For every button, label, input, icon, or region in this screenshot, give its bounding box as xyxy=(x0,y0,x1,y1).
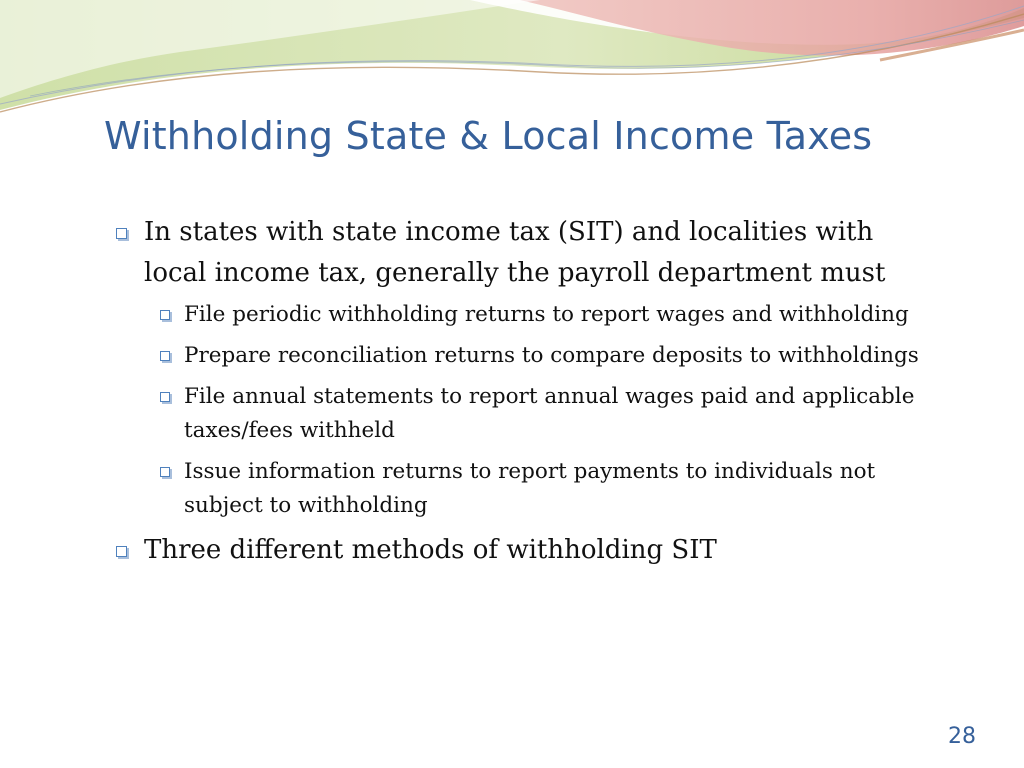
sub-list-item xyxy=(112,339,932,373)
sub-list-item xyxy=(112,380,932,448)
checkbox-bullet-icon xyxy=(116,546,127,557)
sub-list-item xyxy=(112,455,932,523)
bullet-text: Three different methods of withholding SIT xyxy=(144,535,717,565)
sub-bullet-text: Prepare reconciliation returns to compare deposits to withholdings xyxy=(184,343,919,368)
checkbox-bullet-icon xyxy=(160,310,170,320)
slide-title: Withholding State & Local Income Taxes xyxy=(104,114,873,158)
sub-bullet-text: Issue information returns to report payments to individuals not subject to withholding xyxy=(184,459,876,518)
bullet-text: In states with state income tax (SIT) and localities with local income tax, generally the payroll department must xyxy=(144,217,886,288)
checkbox-bullet-icon xyxy=(160,351,170,361)
sub-bullet-text: File periodic withholding returns to report wages and withholding xyxy=(184,302,909,327)
page-number: 28 xyxy=(948,724,976,749)
sub-bullet-text: File annual statements to report annual wages paid and applicable taxes/fees withheld xyxy=(184,384,915,443)
checkbox-bullet-icon xyxy=(116,228,127,239)
checkbox-bullet-icon xyxy=(160,467,170,477)
bullet-list xyxy=(112,212,932,575)
checkbox-bullet-icon xyxy=(160,392,170,402)
list-item xyxy=(112,212,932,294)
sub-list-item xyxy=(112,298,932,332)
list-item xyxy=(112,530,932,571)
